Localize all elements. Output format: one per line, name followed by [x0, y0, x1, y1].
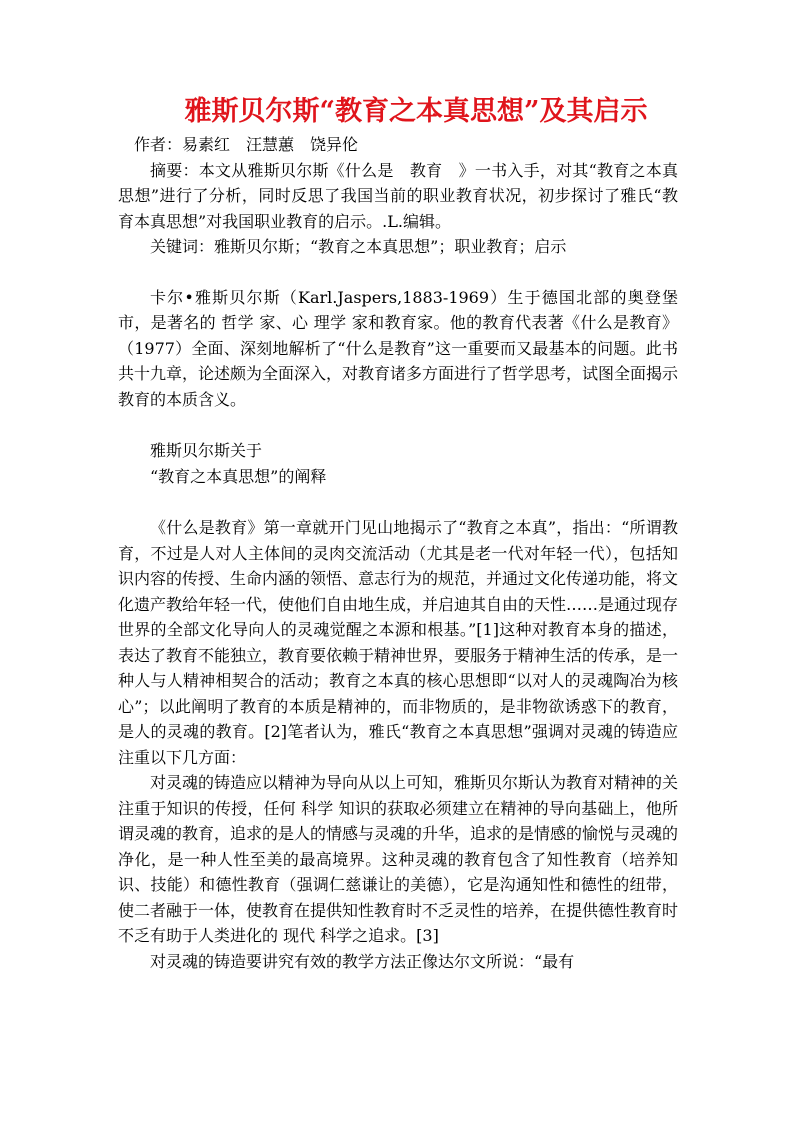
article-title: 雅斯贝尔斯“教育之本真思想”及其启示 — [184, 96, 648, 127]
document-page — [118, 92, 678, 974]
spacer — [118, 412, 678, 438]
body-paragraph: 对灵魂的铸造要讲究有效的教学方法正像达尔文所说：“最有 — [150, 951, 575, 971]
abstract-paragraph: 摘要：本文从雅斯贝尔斯《什么是 教育 》一书入手，对其“教育之本真思想”进行了分析，同时反思了我国当前的职业教育状况，初步探讨了雅氏“教育本真思想”对我国职业教育的启示。.L.编辑。 — [118, 160, 678, 231]
spacer — [118, 260, 678, 285]
section-heading: 雅斯贝尔斯关于 — [150, 441, 263, 460]
body-paragraph: 对灵魂的铸造应以精神为导向从以上可知，雅斯贝尔斯认为教育对精神的关注重于知识的传授，任何 科学 知识的获取必须建立在精神的导向基础上，他所谓灵魂的教育，追求的是人的情感与灵魂的升华，追求的是情感的愉悦与灵魂的净化，是一种人性至美的最高境界。这种灵魂的教育包含了知性教育（培养知识、技能）和德性教育（强调仁慈谦让的美德），它是沟通知性和德性的纽带，使二者融于一体，使教育在提供知性教育时不乏灵性的培养，在提供德性教育时不乏有助于人类进化的 现代 科学之追求。[3] — [118, 773, 679, 945]
spacer — [118, 489, 678, 515]
body-paragraph: 《什么是教育》第一章就开门见山地揭示了“教育之本真”，指出：“所谓教育，不过是人对人主体间的灵肉交流活动（尤其是老一代对年轻一代），包括知识内容的传授、生命内涵的领悟、意志行为的规范，并通过文化传递功能，将文化遗产教给年轻一代，使他们自由地生成，并启迪其自由的天性……是通过现存世界的全部文化导向人的灵魂觉醒之本源和根基。”[1]这种对教育本身的描述，表达了教育不能独立，教育要依赖于精神世界，要服务于精神生活的传承，是一种人与人精神相契合的活动；教育之本真的核心思想即“以对人的灵魂陶冶为核心”；以此阐明了教育的本质是精神的，而非物质的，是非物欲诱惑下的教育，是人的灵魂的教育。[2]笔者认为，雅氏“教育之本真思想”强调对灵魂的铸造应注重以下几方面： — [118, 518, 679, 767]
author-line: 作者：易素红 汪慧蕙 饶异伦 — [134, 135, 359, 154]
keywords-line: 关键词：雅斯贝尔斯；“教育之本真思想”；职业教育；启示 — [150, 237, 567, 256]
section-heading: “教育之本真思想”的阐释 — [150, 466, 327, 486]
intro-paragraph: 卡尔•雅斯贝尔斯（Karl.Jaspers,1883-1969）生于德国北部的奥登堡市，是著名的 哲学 家、心 理学 家和教育家。他的教育代表著《什么是教育》（1977）全面、深刻地解析了“什么是教育”这一重要而又最基本的问题。此书共十九章，论述颇为全面深入，对教育诸多方面进行了哲学思考，试图全面揭示教育的本质含义。 — [118, 287, 679, 409]
